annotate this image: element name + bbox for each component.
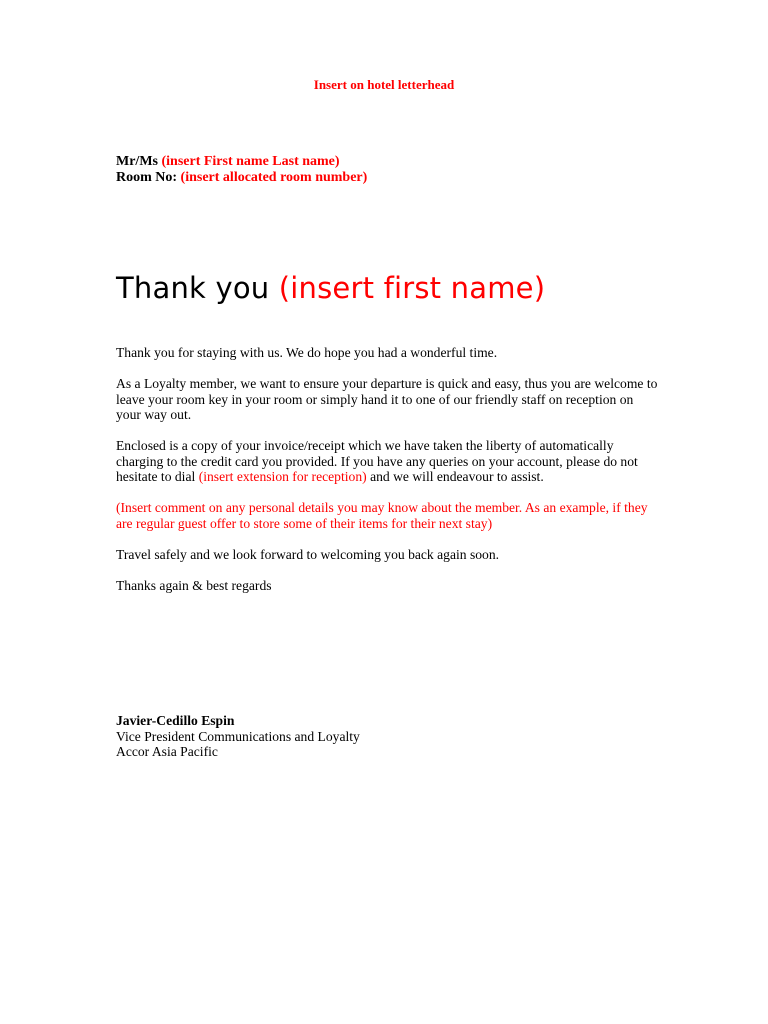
body-paragraph-3-end: and we will endeavour to assist.: [370, 469, 544, 484]
greeting-text: Thank you: [116, 271, 270, 305]
recipient-name-label: Mr/Ms: [116, 154, 158, 169]
recipient-block: [116, 154, 367, 186]
personal-comment-placeholder: (Insert comment on any personal details you may know about the member. As an example, if they are regular guest offer to store some of their items for their next stay): [116, 500, 648, 531]
reception-extension-placeholder: (insert extension for reception): [198, 469, 367, 484]
letterhead-placeholder: Insert on hotel letterhead: [313, 77, 455, 92]
closing-line: Thanks again & best regards: [116, 577, 272, 593]
signatory-name: Javier-Cedillo Espin: [116, 713, 235, 728]
signatory-title: Vice President Communications and Loyalty: [116, 728, 360, 744]
body-paragraph-5: Travel safely and we look forward to welcoming you back again soon.: [116, 546, 500, 562]
recipient-room-placeholder: (insert allocated room number): [180, 170, 368, 185]
recipient-name-line: [116, 154, 367, 170]
recipient-room-label: Room No:: [116, 170, 178, 185]
recipient-room-line: [116, 170, 367, 186]
greeting-name-placeholder: (insert first name): [278, 271, 546, 305]
letter-body: [116, 345, 661, 609]
signatory-company: Accor Asia Pacific: [116, 744, 218, 759]
body-paragraph-3: [116, 438, 661, 485]
greeting-heading: [116, 268, 545, 308]
signature-block: [116, 713, 360, 760]
body-paragraph-3-text: Enclosed is a copy of your invoice/receipt which we have taken the liberty of automatically charging to the credit card you provided. If you have any queries on your account, please do not hesitate to dial: [116, 438, 638, 484]
recipient-name-placeholder: (insert First name Last name): [161, 154, 340, 169]
body-paragraph-1: Thank you for staying with us. We do hope you had a wonderful time.: [116, 345, 498, 360]
body-paragraph-2: As a Loyalty member, we want to ensure your departure is quick and easy, thus you are welcome to leave your room key in your room or simply hand it to one of our friendly staff on reception on your way out.: [116, 376, 658, 422]
